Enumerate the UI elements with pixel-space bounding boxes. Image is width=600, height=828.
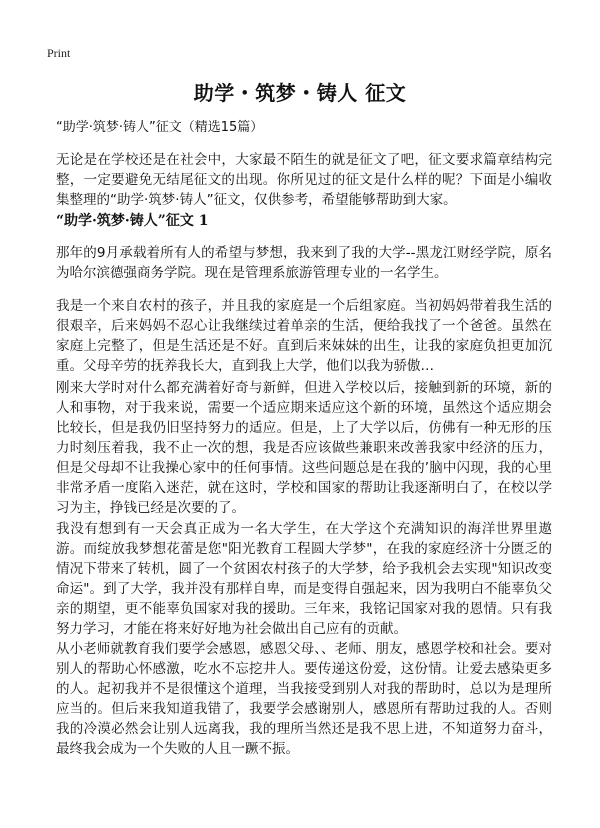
- body-paragraph: 那年的9月承载着所有人的希望与梦想，我来到了我的大学--黑龙江财经学院，原名为哈尔滨德强商务学院。现在是管理系旅游管理专业的一名学生。: [56, 245, 552, 281]
- body-paragraph: 从小老师就教育我们要学会感恩，感恩父母、、老师、朋友，感恩学校和社会。要对别人的帮助心怀感激，吃水不忘挖井人。要传递这份爱，这份情。让爱去感染更多的人。起初我并不是很懂这个道理，当我接受到别人对我的帮助时，总以为是理所应当的。但后来我知道我错了，我要学会感谢别人，感恩所有帮助过我的人。否则我的冷漠必然会让别人远离我，我的理所当然还是我不思上进，不知道努力奋斗，最终我会成为一个失败的人且一蹶不振。: [56, 641, 552, 757]
- intro-paragraph: 无论是在学校还是在社会中，大家最不陌生的就是征文了吧，征文要求篇章结构完整，一定要避免无结尾征文的出现。你所见过的征文是什么样的呢？下面是小编收集整理的“助学·筑梦·铸人”征文，仅供参考，希望能够帮助到大家。: [56, 152, 552, 208]
- body-paragraph: 我没有想到有一天会真正成为一名大学生，在大学这个充满知识的海洋世界里遨游。而绽放我梦想花蕾是您"阳光教育工程圆大学梦"，在我的家庭经济十分匮乏的情况下带来了转机，圆了一个贫困农村孩子的大学梦，给予我机会去实现"知识改变命运"。到了大学，我并没有那样自卑，而是变得自强起来，因为我明白不能辜负父亲的期望，更不能辜负国家对我的援助。三年来，我铭记国家对我的恩情。只有我努力学习，才能在将来好好地为社会做出自己应有的贡献。: [56, 521, 552, 637]
- body-paragraph: 我是一个来自农村的孩子，并且我的家庭是一个后组家庭。当初妈妈带着我生活的很艰辛，后来妈妈不忍心让我继续过着单亲的生活，便给我找了一个爸爸。虽然在家庭上完整了，但是生活还是不好。直到后来妹妹的出生，让我的家庭负担更加沉重。父母辛劳的抚养我长大，直到我上大学，他们以我为骄傲…: [56, 298, 552, 374]
- section-heading: “助学·筑梦·铸人”征文 1: [56, 213, 209, 229]
- print-link[interactable]: Print: [47, 46, 71, 60]
- body-paragraph: 刚来大学时对什么都充满着好奇与新鲜，但进入学校以后，接触到新的环境，新的人和事物，对于我来说，需要一个适应期来适应这个新的环境，虽然这个适应期会比较长，但是我仍旧坚持努力的适应。但是，上了大学以后，仿佛有一种无形的压力时刻压着我，我不止一次的想，我是否应该做些兼职来改善我家中经济的压力，但是父母却不让我操心家中的任何事情。这些问题总是在我的’脑中闪现，我的心里非常矛盾一度陷入迷茫，就在这时，学校和国家的帮助让我逐渐明白了，在校以学习为主，挣钱已经是次要的了。: [56, 380, 552, 516]
- page-title: 助学・筑梦・铸人 征文: [193, 81, 407, 105]
- document-subtitle: “助学·筑梦·铸人”征文（精选15篇）: [56, 120, 264, 135]
